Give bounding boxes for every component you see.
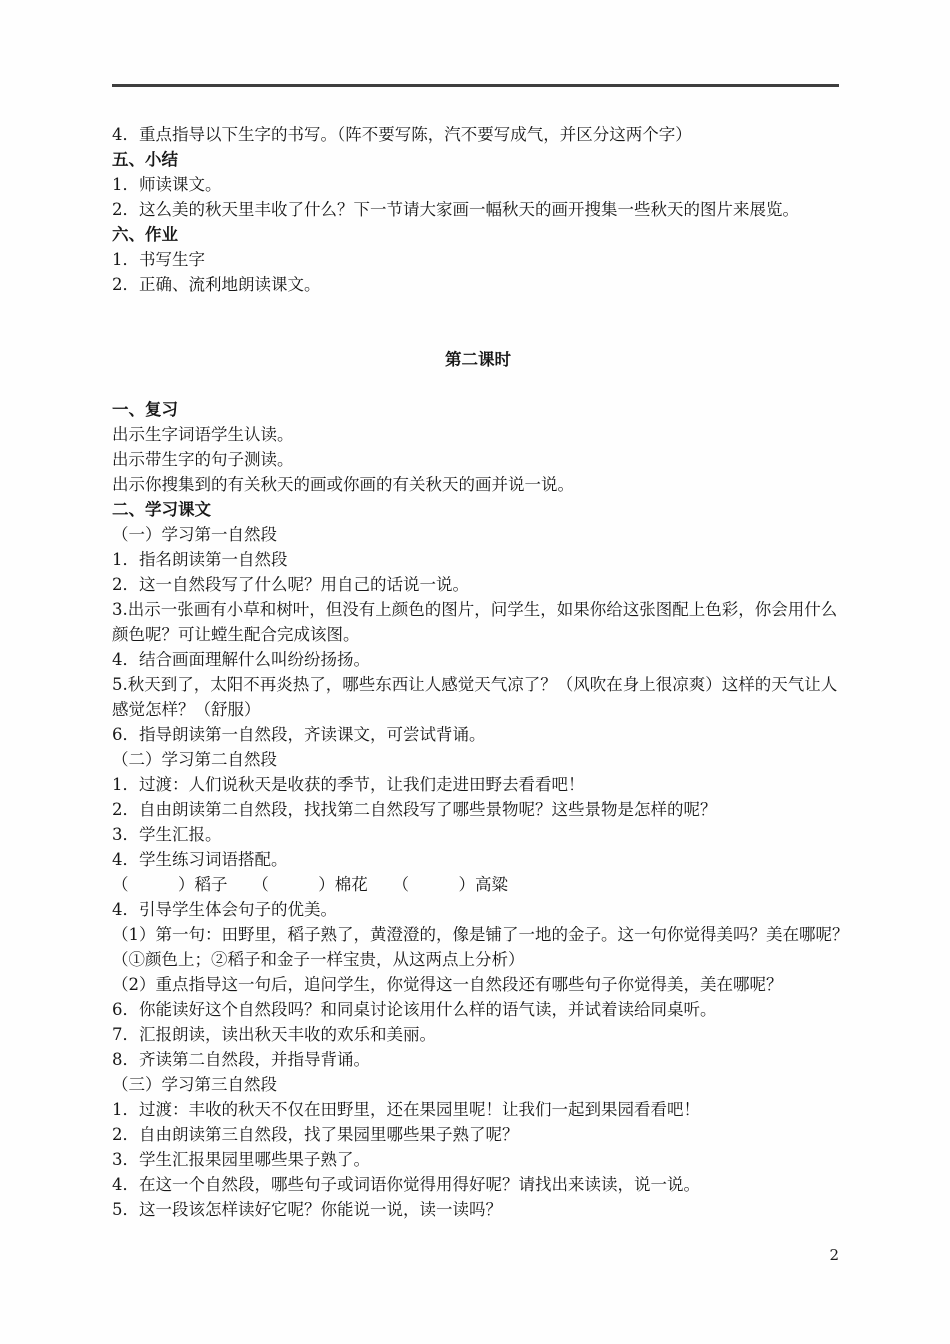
text-line: 6．指导朗读第一自然段，齐读课文，可尝试背诵。 xyxy=(112,725,486,744)
text-line: 2．这么美的秋天里丰收了什么？下一节请大家画一幅秋天的画开搜集一些秋天的图片来展览。 xyxy=(112,200,799,219)
text-line: （2）重点指导这一句后，追问学生，你觉得这一自然段还有哪些句子你觉得美，美在哪呢？ xyxy=(112,975,783,994)
text-line: 3．学生汇报。 xyxy=(112,825,222,844)
text-line: 5．这一段该怎样读好它呢？你能说一说，读一读吗？ xyxy=(112,1200,502,1219)
text-line: 2．这一自然段写了什么呢？用自己的话说一说。 xyxy=(112,575,469,594)
text-line: 1．过渡：丰收的秋天不仅在田野里，还在果园里呢！让我们一起到果园看看吧！ xyxy=(112,1100,700,1119)
document-body xyxy=(112,122,849,1222)
section-heading: 五、小结 xyxy=(112,150,178,169)
text-line: （ ）稻子 （ ）棉花 （ ）高粱 xyxy=(112,875,508,894)
blank-line xyxy=(112,322,844,347)
section-heading: 六、作业 xyxy=(112,225,178,244)
text-line: 1．书写生字 xyxy=(112,250,205,269)
section-heading: 一、复习 xyxy=(112,400,178,419)
text-line: 1．过渡：人们说秋天是收获的季节，让我们走进田野去看看吧！ xyxy=(112,775,585,794)
text-line: 4．重点指导以下生字的书写。（阵不要写陈，汽不要写成气，并区分这两个字） xyxy=(112,125,692,144)
text-line: （①颜色上；②稻子和金子一样宝贵，从这两点上分析） xyxy=(112,950,525,969)
text-line: 2．自由朗读第二自然段，找找第二自然段写了哪些景物呢？这些景物是怎样的呢？ xyxy=(112,800,717,819)
page-number: 2 xyxy=(829,1246,839,1264)
text-line: 4．结合画面理解什么叫纷纷扬扬。 xyxy=(112,650,370,669)
text-line: 8．齐读第二自然段，并指导背诵。 xyxy=(112,1050,370,1069)
text-line: 4．学生练习词语搭配。 xyxy=(112,850,288,869)
blank-line xyxy=(112,372,844,397)
text-line: 3.出示一张画有小草和树叶，但没有上颜色的图片，问学生，如果你给这张图配上色彩，你会用什么 xyxy=(112,600,838,619)
text-line: 2．自由朗读第三自然段，找了果园里哪些果子熟了呢？ xyxy=(112,1125,519,1144)
text-line: 7．汇报朗读，读出秋天丰收的欢乐和美丽。 xyxy=(112,1025,436,1044)
text-line: 出示你搜集到的有关秋天的画或你画的有关秋天的画并说一说。 xyxy=(112,475,574,494)
text-line: （二）学习第二自然段 xyxy=(112,750,277,769)
text-line: 颜色呢？可让螳生配合完成该图。 xyxy=(112,625,360,644)
text-line: 出示生字词语学生认读。 xyxy=(112,425,294,444)
section-heading: 二、学习课文 xyxy=(112,500,211,519)
text-line: （三）学习第三自然段 xyxy=(112,1075,277,1094)
section-heading: 第二课时 xyxy=(445,350,511,369)
text-line: 5.秋天到了，太阳不再炎热了，哪些东西让人感觉天气凉了？（风吹在身上很凉爽）这样的天气让人 xyxy=(112,675,838,694)
text-line: 1．师读课文。 xyxy=(112,175,222,194)
text-line: 1．指名朗读第一自然段 xyxy=(112,550,288,569)
header-rule xyxy=(112,84,839,87)
blank-line xyxy=(112,297,844,322)
text-line: 4．在这一个自然段，哪些句子或词语你觉得用得好呢？请找出来读读，说一说。 xyxy=(112,1175,700,1194)
text-line: 6．你能读好这个自然段吗？和同桌讨论该用什么样的语气读，并试着读给同桌听。 xyxy=(112,1000,717,1019)
text-line: 4．引导学生体会句子的优美。 xyxy=(112,900,337,919)
text-line: 2．正确、流利地朗读课文。 xyxy=(112,275,321,294)
text-line: 3．学生汇报果园里哪些果子熟了。 xyxy=(112,1150,370,1169)
text-line: 出示带生字的句子测读。 xyxy=(112,450,294,469)
text-line: 感觉怎样？（舒服） xyxy=(112,700,261,719)
text-line: （一）学习第一自然段 xyxy=(112,525,277,544)
text-line: （1）第一句：田野里，稻子熟了，黄澄澄的，像是铺了一地的金子。这一句你觉得美吗？美在哪呢？ xyxy=(112,925,849,944)
